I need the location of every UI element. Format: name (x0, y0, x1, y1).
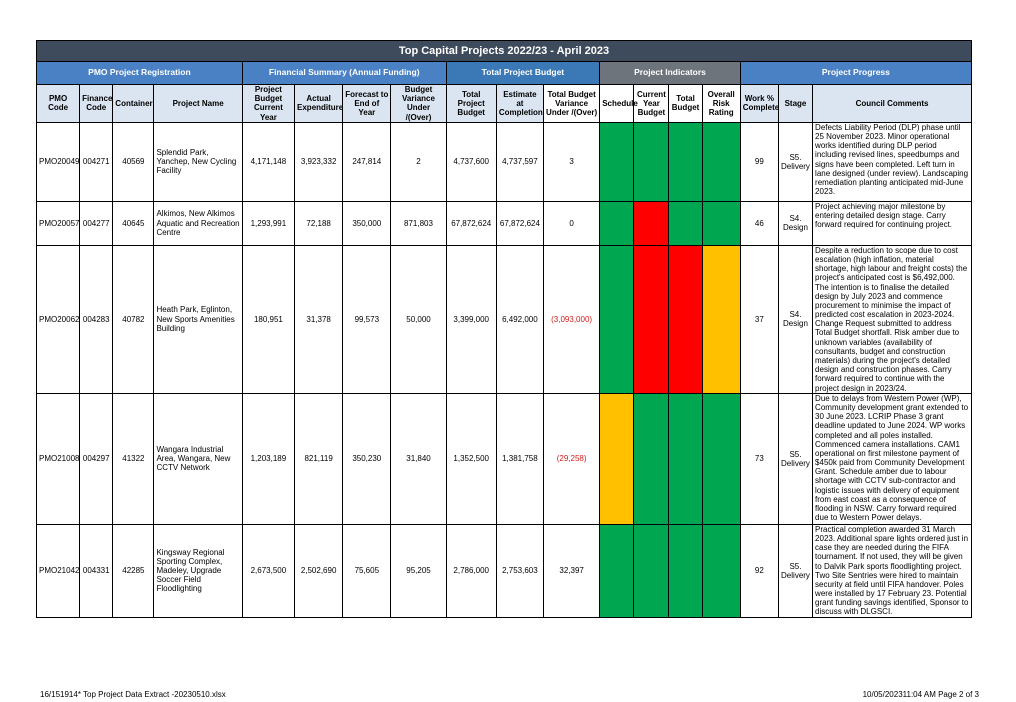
total-budget-indicator (669, 393, 702, 524)
group-registration: PMO Project Registration (37, 62, 243, 85)
stage: S5. Delivery (778, 524, 812, 617)
forecast: 350,230 (343, 393, 391, 524)
col-actual-expenditure: Actual Expenditure (295, 85, 343, 123)
current-year-budget-indicator (634, 201, 669, 245)
footer-date-page: 10/05/202311:04 AM Page 2 of 3 (862, 690, 979, 699)
total-budget-indicator (669, 524, 702, 617)
total-project-budget: 4,737,600 (446, 122, 496, 201)
estimate: 67,872,624 (496, 201, 543, 245)
project-name: Splendid Park, Yanchep, New Cycling Facility (154, 122, 242, 201)
schedule-indicator (600, 245, 634, 393)
pmo-code: PMO20062 (37, 245, 80, 393)
estimate: 1,381,758 (496, 393, 543, 524)
council-comment: Project achieving major milestone by entering detailed design stage. Carry forward required for continuing project. (813, 201, 972, 245)
project-name: Kingsway Regional Sporting Complex, Madeley, Upgrade Soccer Field Floodlighting (154, 524, 242, 617)
container: 40782 (113, 245, 154, 393)
finance-code: 004283 (80, 245, 113, 393)
table-row (37, 122, 972, 201)
total-budget-indicator (669, 201, 702, 245)
estimate: 4,737,597 (496, 122, 543, 201)
actual-expenditure: 3,923,332 (295, 122, 343, 201)
budget-current-year: 180,951 (242, 245, 294, 393)
budget-variance: 50,000 (391, 245, 446, 393)
work-complete: 73 (740, 393, 778, 524)
schedule-indicator (600, 393, 634, 524)
budget-variance: 95,205 (391, 524, 446, 617)
total-variance: (3,093,000) (544, 245, 600, 393)
pmo-code: PMO20049 (37, 122, 80, 201)
budget-current-year: 2,673,500 (242, 524, 294, 617)
total-variance: 3 (544, 122, 600, 201)
actual-expenditure: 821,119 (295, 393, 343, 524)
table-row (37, 201, 972, 245)
table-row (37, 524, 972, 617)
pmo-code: PMO21042 (37, 524, 80, 617)
col-risk-rating: Overall Risk Rating (702, 85, 740, 123)
stage: S4. Design (778, 201, 812, 245)
container: 41322 (113, 393, 154, 524)
risk-indicator (702, 122, 740, 201)
total-budget-indicator (669, 245, 702, 393)
total-variance: 32,397 (544, 524, 600, 617)
total-budget-indicator (669, 122, 702, 201)
col-budget-current-year: Project Budget Current Year (242, 85, 294, 123)
schedule-indicator (600, 122, 634, 201)
project-name: Wangara Industrial Area, Wangara, New CCTV Network (154, 393, 242, 524)
container: 40569 (113, 122, 154, 201)
col-stage: Stage (778, 85, 812, 123)
stage: S5. Delivery (778, 122, 812, 201)
current-year-budget-indicator (634, 524, 669, 617)
capital-projects-table (36, 40, 972, 618)
forecast: 247,814 (343, 122, 391, 201)
group-project-indicators: Project Indicators (600, 62, 741, 85)
council-comment: Defects Liability Period (DLP) phase until 25 November 2023. Minor operational works identified during DLP period including revised lines, speedbumps and signs have been completed. Left turn in lane designed (under review). Landscaping remediation planting anticipated mid-June 2023. (813, 122, 972, 201)
budget-variance: 31,840 (391, 393, 446, 524)
finance-code: 004297 (80, 393, 113, 524)
footer-file-reference: 16/151914* Top Project Data Extract -20230510.xlsx (40, 690, 226, 699)
col-current-year-budget: Current Year Budget (634, 85, 669, 123)
col-schedule: Schedule (600, 85, 634, 123)
risk-indicator (702, 245, 740, 393)
schedule-indicator (600, 201, 634, 245)
budget-current-year: 1,203,189 (242, 393, 294, 524)
estimate: 6,492,000 (496, 245, 543, 393)
group-total-project-budget: Total Project Budget (446, 62, 600, 85)
budget-variance: 2 (391, 122, 446, 201)
risk-indicator (702, 201, 740, 245)
project-name: Alkimos, New Alkimos Aquatic and Recreation Centre (154, 201, 242, 245)
total-project-budget: 3,399,000 (446, 245, 496, 393)
col-total-variance: Total Budget Variance Under /(Over) (544, 85, 600, 123)
col-container: Container (113, 85, 154, 123)
council-comment: Due to delays from Western Power (WP), Community development grant extended to 30 June 2023. LCRIP Phase 3 grant deadline updated to June 2024. WP works completed and all poles installed. Commenced camera installations. CAM1 operational on first milestone payment of $450k paid from Community Development Grant. Schedule amber due to labour shortage with CCTV sub-contractor and logistic issues with delivery of equipment from east coast as a consequence of flooding in NSW. Carry forward required due to Western Power delays. (813, 393, 972, 524)
current-year-budget-indicator (634, 122, 669, 201)
actual-expenditure: 72,188 (295, 201, 343, 245)
forecast: 99,573 (343, 245, 391, 393)
table-row (37, 245, 972, 393)
col-pmo-code: PMO Code (37, 85, 80, 123)
col-budget-variance: Budget Variance Under /(Over) (391, 85, 446, 123)
total-project-budget: 67,872,624 (446, 201, 496, 245)
group-project-progress: Project Progress (740, 62, 971, 85)
risk-indicator (702, 524, 740, 617)
col-council-comments: Council Comments (813, 85, 972, 123)
container: 42285 (113, 524, 154, 617)
risk-indicator (702, 393, 740, 524)
forecast: 75,605 (343, 524, 391, 617)
col-forecast: Forecast to End of Year (343, 85, 391, 123)
col-project-name: Project Name (154, 85, 242, 123)
total-project-budget: 1,352,500 (446, 393, 496, 524)
stage: S4. Design (778, 245, 812, 393)
budget-variance: 871,803 (391, 201, 446, 245)
project-name: Heath Park, Eglinton, New Sports Amenities Building (154, 245, 242, 393)
current-year-budget-indicator (634, 393, 669, 524)
col-finance-code: Finance Code (80, 85, 113, 123)
council-comment: Despite a reduction to scope due to cost escalation (high inflation, material shortage, high labour and freight costs) the project's anticipated cost is $6,492,000. The intention is to finalise the detailed design by July 2023 and commence procurement to minimise the impact of predicted cost escalation in 2023-2024. Change Request submitted to address Total Budget shortfall. Risk amber due to unknown variables (availability of consultants, budget and construction materials) during the project's detailed design and construction phases. Carry forward required to continue with the project design in 2023/24. (813, 245, 972, 393)
current-year-budget-indicator (634, 245, 669, 393)
estimate: 2,753,603 (496, 524, 543, 617)
col-work-complete: Work % Complete (740, 85, 778, 123)
finance-code: 004277 (80, 201, 113, 245)
col-estimate: Estimate at Completion (496, 85, 543, 123)
group-financial-summary: Financial Summary (Annual Funding) (242, 62, 446, 85)
total-variance: (29,258) (544, 393, 600, 524)
container: 40645 (113, 201, 154, 245)
finance-code: 004331 (80, 524, 113, 617)
work-complete: 99 (740, 122, 778, 201)
pmo-code: PMO21008 (37, 393, 80, 524)
actual-expenditure: 31,378 (295, 245, 343, 393)
table-row (37, 393, 972, 524)
work-complete: 92 (740, 524, 778, 617)
finance-code: 004271 (80, 122, 113, 201)
stage: S5. Delivery (778, 393, 812, 524)
total-variance: 0 (544, 201, 600, 245)
work-complete: 37 (740, 245, 778, 393)
council-comment: Practical completion awarded 31 March 2023. Additional spare lights ordered just in case they are needed during the FIFA tournament. If not used, they will be given to Dalvik Park sports floodlighting project. Two Site Sentries were hired to maintain security at field until FIFA handover. Poles were installed by 17 February 23. Potential grant funding savings identified, Sponsor to discuss with DLGSCI. (813, 524, 972, 617)
budget-current-year: 4,171,148 (242, 122, 294, 201)
work-complete: 46 (740, 201, 778, 245)
actual-expenditure: 2,502,690 (295, 524, 343, 617)
total-project-budget: 2,786,000 (446, 524, 496, 617)
col-total-project-budget: Total Project Budget (446, 85, 496, 123)
budget-current-year: 1,293,991 (242, 201, 294, 245)
pmo-code: PMO20057 (37, 201, 80, 245)
schedule-indicator (600, 524, 634, 617)
forecast: 350,000 (343, 201, 391, 245)
col-total-budget: Total Budget (669, 85, 702, 123)
report-title: Top Capital Projects 2022/23 - April 2023 (37, 41, 972, 62)
